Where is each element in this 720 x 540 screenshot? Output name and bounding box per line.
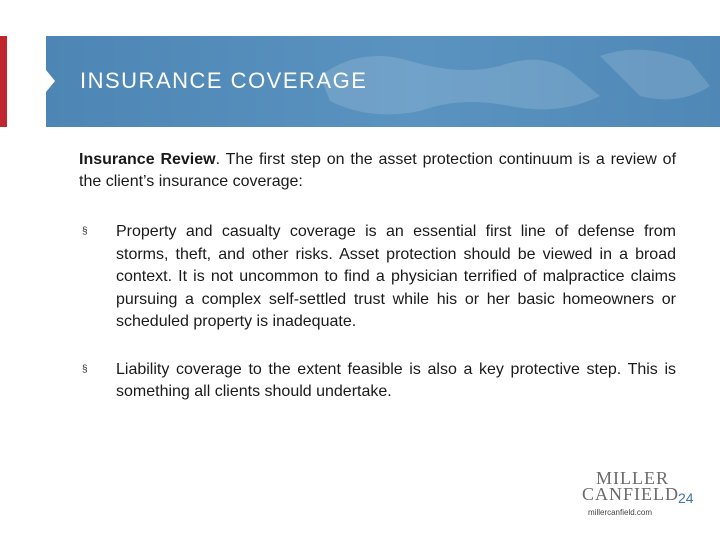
bullet-text: Property and casualty coverage is an essential first line of defense from storms, theft, and other risks. Asset protection should be viewed in a broad context. It is not uncommon to find a physician terrified of malpractice claims pursuing a complex self-settled trust while his or her basic homeowners or scheduled property is inadequate. xyxy=(116,223,676,330)
intro-text: . The first step on the asset protection continuum is a review of the client’s insurance coverage: xyxy=(79,151,677,190)
intro-lead: Insurance Review xyxy=(79,151,216,168)
chevron-right-icon xyxy=(46,70,55,92)
title-banner xyxy=(46,36,720,127)
intro-paragraph xyxy=(79,149,676,193)
logo-line-1: MILLER xyxy=(596,468,669,488)
bullet-icon: § xyxy=(82,363,88,375)
company-logo xyxy=(582,470,692,522)
bullet-text: Liability coverage to the extent feasible is also a key protective step. This is something all clients should undertake. xyxy=(116,360,676,400)
logo-line-2: CANFIELD xyxy=(582,484,679,504)
page-number: 24 xyxy=(678,490,694,506)
bullet-icon: § xyxy=(82,226,88,237)
bullet-list xyxy=(79,221,676,429)
list-item xyxy=(79,359,676,404)
accent-bar xyxy=(0,36,7,127)
page-title: INSURANCE COVERAGE xyxy=(80,68,368,93)
list-item xyxy=(79,221,676,334)
logo-url: millercanfield.com xyxy=(588,508,653,517)
